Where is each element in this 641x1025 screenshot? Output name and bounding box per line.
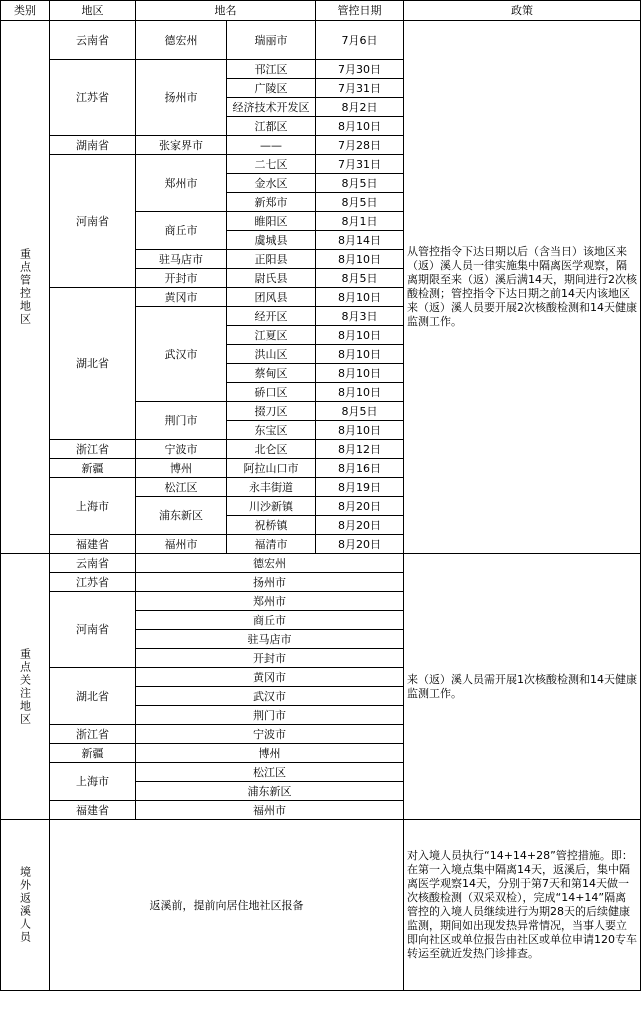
district-cell: 邗江区 xyxy=(227,60,316,79)
district-cell: 江夏区 xyxy=(227,326,316,345)
date-cell: 8月3日 xyxy=(316,307,404,326)
district-cell: 掇刀区 xyxy=(227,402,316,421)
policy-text: 从管控指令下达日期以后（含当日）该地区来（返）溪人员一律实施集中隔离医学观察，隔离期限至来（返）溪后满14天，期间进行2次核酸检测；管控指令下达日期之前14天内该地区来（返）溪人员要开展2次核酸检测和14天健康监测工作。 xyxy=(404,21,641,554)
district-cell: 二七区 xyxy=(227,155,316,174)
district-cell: 团风县 xyxy=(227,288,316,307)
province-cell: 湖北省 xyxy=(50,668,136,725)
province-cell: 浙江省 xyxy=(50,440,136,459)
place-cell: 黄冈市 xyxy=(136,668,404,687)
place-cell: 松江区 xyxy=(136,763,404,782)
place-cell: 武汉市 xyxy=(136,687,404,706)
place-cell: 郑州市 xyxy=(136,592,404,611)
district-cell: 正阳县 xyxy=(227,250,316,269)
province-cell: 福建省 xyxy=(50,801,136,820)
city-cell: 张家界市 xyxy=(136,136,227,155)
date-cell: 8月5日 xyxy=(316,269,404,288)
place-cell: 福州市 xyxy=(136,801,404,820)
date-cell: 8月20日 xyxy=(316,497,404,516)
date-cell: 8月10日 xyxy=(316,288,404,307)
header-name: 地名 xyxy=(136,1,316,21)
category-label: 重点管控地区 xyxy=(18,248,32,326)
district-cell: 新郑市 xyxy=(227,193,316,212)
category-cell xyxy=(1,554,50,820)
place-cell: 驻马店市 xyxy=(136,630,404,649)
date-cell: 8月10日 xyxy=(316,345,404,364)
province-cell: 湖南省 xyxy=(50,136,136,155)
place-cell: 德宏州 xyxy=(136,554,404,573)
province-cell: 新疆 xyxy=(50,459,136,478)
city-cell: 驻马店市 xyxy=(136,250,227,269)
policy-text: 对入境人员执行“14+14+28”管控措施。即：在第一入境点集中隔离14天，返溪后，集中隔离医学观察14天，分别于第7天和第14天做一次核酸检测（双采双检），完成“14+14”隔离管控的入境人员继续进行为期28天的后续健康监测，期间如出现发热异常情况，当事人要立即向社区或单位报告由社区或单位申请120专车转运至就近发热门诊排查。 xyxy=(404,820,641,991)
city-cell: 开封市 xyxy=(136,269,227,288)
district-cell: 永丰街道 xyxy=(227,478,316,497)
date-cell: 8月5日 xyxy=(316,174,404,193)
city-cell: 博州 xyxy=(136,459,227,478)
district-cell: 经济技术开发区 xyxy=(227,98,316,117)
district-cell: 洪山区 xyxy=(227,345,316,364)
category-cell xyxy=(1,21,50,554)
date-cell: 8月20日 xyxy=(316,516,404,535)
date-cell: 8月10日 xyxy=(316,364,404,383)
date-cell: 8月5日 xyxy=(316,193,404,212)
district-cell: 广陵区 xyxy=(227,79,316,98)
city-cell: 商丘市 xyxy=(136,212,227,250)
city-cell: 郑州市 xyxy=(136,155,227,212)
province-cell: 湖北省 xyxy=(50,288,136,440)
date-cell: 8月2日 xyxy=(316,98,404,117)
date-cell: 8月20日 xyxy=(316,535,404,554)
date-cell: 8月10日 xyxy=(316,117,404,136)
date-cell: 8月10日 xyxy=(316,326,404,345)
province-cell: 江苏省 xyxy=(50,573,136,592)
district-cell: 东宝区 xyxy=(227,421,316,440)
district-cell: 川沙新镇 xyxy=(227,497,316,516)
city-cell: 德宏州 xyxy=(136,21,227,60)
overseas-notice: 返溪前，提前向居住地社区报备 xyxy=(50,820,404,991)
district-cell: 福清市 xyxy=(227,535,316,554)
date-cell: 7月31日 xyxy=(316,155,404,174)
place-cell: 开封市 xyxy=(136,649,404,668)
district-cell: 蔡甸区 xyxy=(227,364,316,383)
place-cell: 荆门市 xyxy=(136,706,404,725)
overseas-row xyxy=(1,820,641,991)
district-cell: 尉氏县 xyxy=(227,269,316,288)
category-label: 境外返溪人员 xyxy=(18,866,32,944)
city-cell: 武汉市 xyxy=(136,307,227,402)
district-cell: 瑞丽市 xyxy=(227,21,316,60)
city-cell: 荆门市 xyxy=(136,402,227,440)
city-cell: 浦东新区 xyxy=(136,497,227,535)
province-cell: 浙江省 xyxy=(50,725,136,744)
province-cell: 江苏省 xyxy=(50,60,136,136)
header-row xyxy=(1,1,641,21)
section-overseas xyxy=(1,820,641,991)
district-cell: 经开区 xyxy=(227,307,316,326)
district-cell: 阿拉山口市 xyxy=(227,459,316,478)
province-cell: 新疆 xyxy=(50,744,136,763)
province-cell: 上海市 xyxy=(50,478,136,535)
province-cell: 河南省 xyxy=(50,155,136,288)
date-cell: 8月10日 xyxy=(316,250,404,269)
date-cell: 8月10日 xyxy=(316,421,404,440)
place-cell: 扬州市 xyxy=(136,573,404,592)
date-cell: 8月12日 xyxy=(316,440,404,459)
header-region: 地区 xyxy=(50,1,136,21)
district-cell: 江都区 xyxy=(227,117,316,136)
district-cell: 睢阳区 xyxy=(227,212,316,231)
date-cell: 7月31日 xyxy=(316,79,404,98)
date-cell: 8月1日 xyxy=(316,212,404,231)
city-cell: 黄冈市 xyxy=(136,288,227,307)
table-row xyxy=(1,21,641,60)
section-key-attention xyxy=(1,554,641,820)
district-cell: 北仑区 xyxy=(227,440,316,459)
district-cell: 虞城县 xyxy=(227,231,316,250)
province-cell: 云南省 xyxy=(50,21,136,60)
date-cell: 7月30日 xyxy=(316,60,404,79)
header-category: 类别 xyxy=(1,1,50,21)
date-cell: 8月16日 xyxy=(316,459,404,478)
district-cell: —— xyxy=(227,136,316,155)
date-cell: 8月14日 xyxy=(316,231,404,250)
province-cell: 福建省 xyxy=(50,535,136,554)
province-cell: 云南省 xyxy=(50,554,136,573)
header-policy: 政策 xyxy=(404,1,641,21)
date-cell: 7月6日 xyxy=(316,21,404,60)
place-cell: 商丘市 xyxy=(136,611,404,630)
date-cell: 8月5日 xyxy=(316,402,404,421)
district-cell: 祝桥镇 xyxy=(227,516,316,535)
date-cell: 8月10日 xyxy=(316,383,404,402)
city-cell: 松江区 xyxy=(136,478,227,497)
province-cell: 河南省 xyxy=(50,592,136,668)
table-row xyxy=(1,554,641,573)
section-key-control xyxy=(1,21,641,554)
city-cell: 扬州市 xyxy=(136,60,227,136)
place-cell: 博州 xyxy=(136,744,404,763)
district-cell: 硚口区 xyxy=(227,383,316,402)
category-label: 重点关注地区 xyxy=(18,647,32,726)
header-date: 管控日期 xyxy=(316,1,404,21)
district-cell: 金水区 xyxy=(227,174,316,193)
date-cell: 7月28日 xyxy=(316,136,404,155)
city-cell: 福州市 xyxy=(136,535,227,554)
policy-text: 来（返）溪人员需开展1次核酸检测和14天健康监测工作。 xyxy=(404,554,641,820)
place-cell: 浦东新区 xyxy=(136,782,404,801)
province-cell: 上海市 xyxy=(50,763,136,801)
city-cell: 宁波市 xyxy=(136,440,227,459)
place-cell: 宁波市 xyxy=(136,725,404,744)
date-cell: 8月19日 xyxy=(316,478,404,497)
